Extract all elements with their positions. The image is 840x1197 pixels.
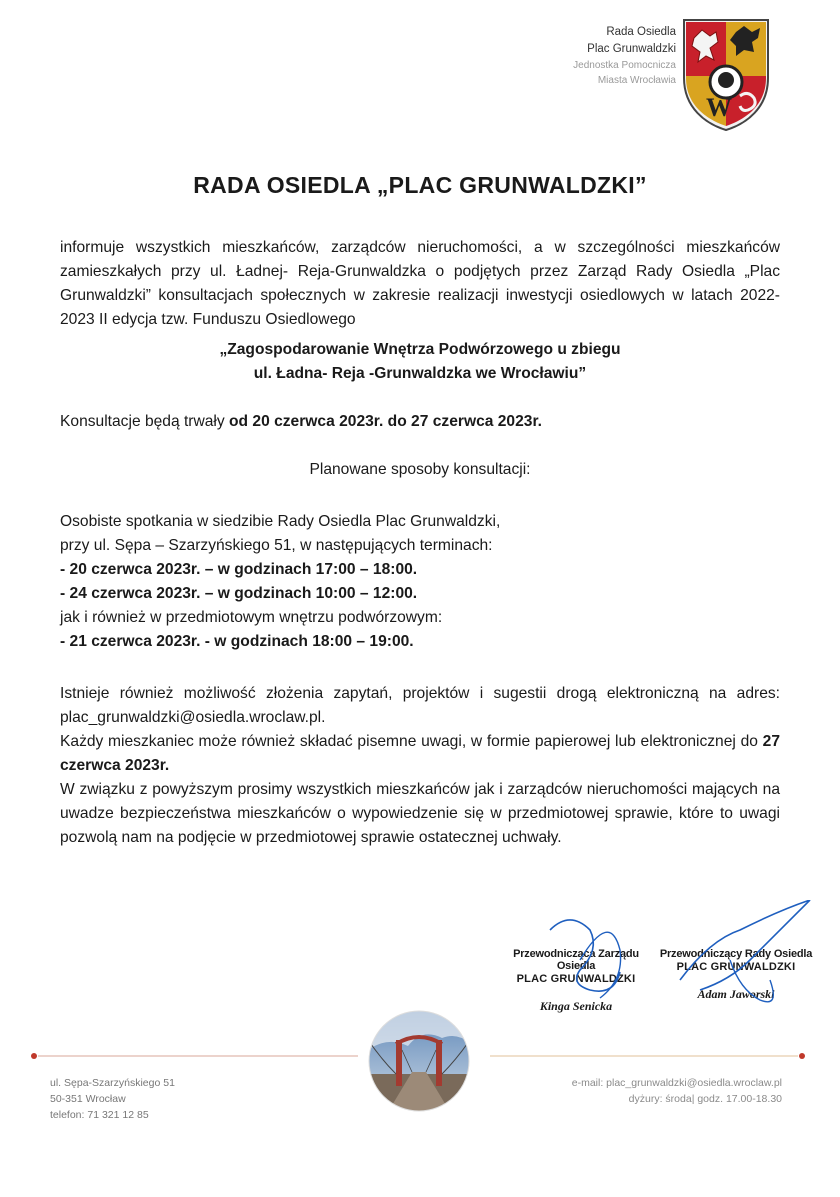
signature-1-role: Przewodnicząca Zarządu Osiedla <box>513 948 639 972</box>
meetings-section <box>60 510 780 654</box>
org-subtitle-line1: Jednostka Pomocnicza <box>573 60 676 71</box>
signature-1-name: Kinga Senicka <box>539 999 613 1013</box>
project-title-line1: „Zagospodarowanie Wnętrza Podwórzowego u zbiegu <box>219 341 621 358</box>
methods-heading: Planowane sposoby konsultacji: <box>309 461 531 478</box>
footer-contact <box>520 1075 782 1107</box>
project-title <box>60 338 780 386</box>
signature-2-name: Adam Jaworski <box>697 987 775 1001</box>
consultation-period-dates: od 20 czerwca 2023r. do 27 czerwca 2023r. <box>229 413 542 430</box>
footer-address-street: ul. Sępa-Szarzyńskiego 51 <box>50 1077 175 1089</box>
closing-paragraph: W związku z powyższym prosimy wszystkich mieszkańców jak i zarządców nieruchomości mających na uwadze bezpieczeństwa mieszkańców o wypowiedzenie się w przedmiotowej sprawie, które to uwagi pozwolą nam na podjęcie w przedmiotowej sprawie ostatecznej uchwały. <box>60 781 780 846</box>
footer-address-city: 50-351 Wrocław <box>50 1093 126 1105</box>
meeting-date-1: - 20 czerwca 2023r. – w godzinach 17:00 – 18:00. <box>60 561 418 578</box>
footer-phone: telefon: 71 321 12 85 <box>50 1109 149 1121</box>
meetings-line1: Osobiste spotkania w siedzibie Rady Osiedla Plac Grunwaldzki, <box>60 513 501 530</box>
footer-address <box>50 1075 175 1123</box>
svg-text:W: W <box>706 93 732 122</box>
courtyard-date: - 21 czerwca 2023r. - w godzinach 18:00 – 19:00. <box>60 633 414 650</box>
consultation-period <box>60 410 780 434</box>
written-remarks-date: 27 czerwca 2023r. <box>60 733 780 774</box>
signature-2-org: PLAC GRUNWALDZKI <box>676 961 796 973</box>
header-organization <box>556 24 676 88</box>
wroclaw-coat-of-arms-icon <box>680 16 772 134</box>
bridge-medallion-icon <box>368 1010 470 1112</box>
footer-email[interactable]: e-mail: plac_grunwaldzki@osiedla.wroclaw.pl <box>571 1077 782 1089</box>
org-name-line1: Rada Osiedla <box>606 26 676 38</box>
written-remarks-text <box>60 730 780 778</box>
signature-1-org: PLAC GRUNWALDZKI <box>516 973 636 985</box>
electronic-submission-text: Istnieje również możliwość złożenia zapytań, projektów i sugestii drogą elektroniczną na adres: plac_grunwaldzki@osiedla.wroclaw.pl. <box>60 685 780 726</box>
closing-section <box>60 682 780 850</box>
written-remarks-prefix: Każdy mieszkaniec może również składać pisemne uwagi, w formie papierowej lub elektronicznej do <box>60 733 763 750</box>
intro-paragraph: informuje wszystkich mieszkańców, zarządców nieruchomości, a w szczególności mieszkańców zamieszkałych przy ul. Ładnej- Reja-Grunwaldzka o podjętych przez Zarząd Rady Osiedla „Plac Grunwaldzki” konsultacjach społecznych w zakresie realizacji inwestycji osiedlowych w latach 2022-2023 II edycja tzw. Funduszu Osiedlowego <box>60 239 780 328</box>
project-title-line2: ul. Ładna- Reja -Grunwaldzka we Wrocławiu” <box>253 365 587 382</box>
handwritten-signature-icon <box>520 900 820 1020</box>
org-name-line2: Plac Grunwaldzki <box>587 43 676 55</box>
signature-2-role: Przewodniczący Rady Osiedla <box>659 948 813 960</box>
org-subtitle-line2: Miasta Wrocławia <box>597 75 676 86</box>
consultation-period-prefix: Konsultacje będą trwały <box>60 413 230 430</box>
meeting-date-2: - 24 czerwca 2023r. – w godzinach 10:00 – 12:00. <box>60 585 418 602</box>
footer-office-hours: dyżury: środa| godz. 17.00-18.30 <box>628 1093 782 1105</box>
page-title: RADA OSIEDLA „PLAC GRUNWALDZKI” <box>193 172 647 198</box>
meetings-line2: przy ul. Sępa – Szarzyńskiego 51, w następujących terminach: <box>60 537 493 554</box>
courtyard-line: jak i również w przedmiotowym wnętrzu podwórzowym: <box>60 609 443 626</box>
